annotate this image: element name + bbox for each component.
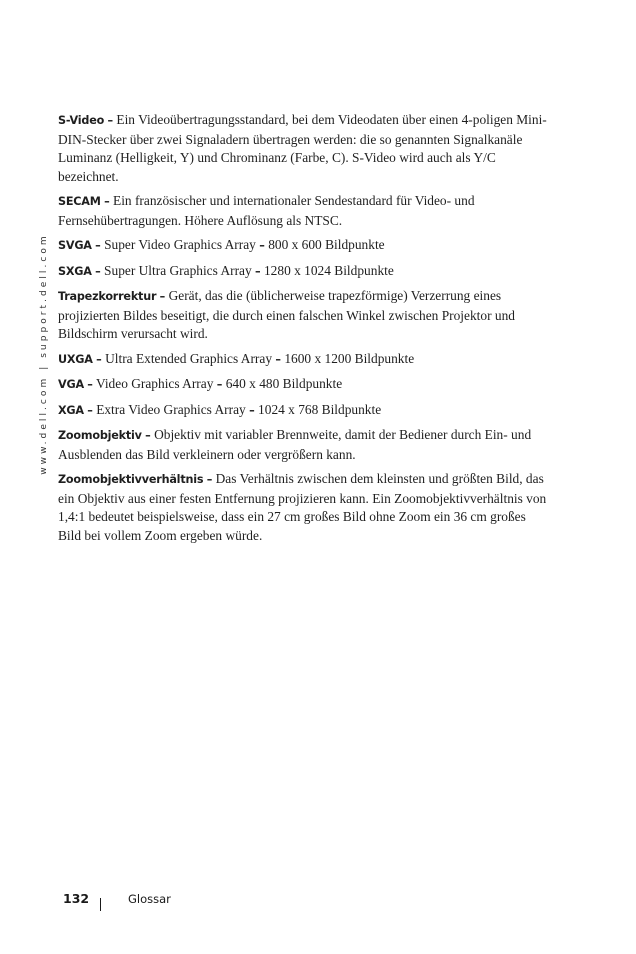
side-url-text: www.dell.com | support.dell.com [39,233,49,475]
glossary-definition: Super Video Graphics Array [104,237,256,252]
glossary-entry [58,111,550,186]
glossary-term: VGA [58,378,84,391]
term-separator: – [95,239,101,252]
term-separator: – [87,403,93,417]
glossary-definition: Video Graphics Array [95,376,214,391]
page-number: 132 [63,891,90,906]
glossary-definition: Ultra Extended Graphics Array [105,350,273,366]
glossary-entry [58,262,550,282]
glossary-term: SECAM [58,195,101,208]
glossary-entry [58,401,550,421]
term-separator: – [159,290,166,303]
glossary-definition: Extra Video Graphics Array [96,401,246,417]
glossary-entry [58,375,550,395]
footer-section-title: Glossar [128,892,171,906]
term-separator: – [216,378,223,391]
term-separator: – [107,114,114,127]
glossary-term: S-Video [58,114,105,127]
term-separator: – [275,352,281,366]
glossary-definition: Ein französischer und internationaler Sendestandard für Video- und Fernsehübertragungen. Höhere Auflösung als NTSC. [58,193,475,228]
glossary-term: Trapezkorrektur [58,290,157,303]
glossary-entry [58,192,550,230]
term-separator: – [96,352,102,366]
resolution-value: 1024 x 768 Bildpunkte [258,401,382,417]
term-separator: – [145,429,151,442]
term-separator: – [87,378,93,391]
glossary-definition: Super Ultra Graphics Array [104,262,252,278]
glossary-entry [58,287,550,344]
resolution-value: 640 x 480 Bildpunkte [225,376,343,391]
resolution-value: 1280 x 1024 Bildpunkte [263,262,394,278]
resolution-value: 800 x 600 Bildpunkte [268,237,385,252]
glossary-term: UXGA [58,352,93,366]
glossary-entry [58,426,550,464]
glossary-definition: Objektiv mit variabler Brennweite, damit der Bediener durch Ein- und Ausblenden das Bild verkleinern oder vergrößern kann. [58,427,532,462]
term-separator: – [259,239,265,252]
glossary-term: Zoomobjektiv [58,429,142,442]
footer-divider [100,898,101,911]
glossary-definition: Gerät, das die (üblicherweise trapezförmige) Verzerrung eines projizierten Bildes beseitigt, die durch einen falschen Winkel zwischen Projektor und Bildschirm verursacht wird. [58,288,515,341]
glossary-list [58,111,550,551]
term-separator: – [206,473,213,486]
glossary-definition: Ein Videoübertragungsstandard, bei dem Videodaten über einen 4-poligen Mini-DIN-Stecker über zwei Signaladern übertragen werden: die so genannten Signalkanäle Luminanz (Helligkeit, Y) und Chrominanz (Farbe, C). S-Video wird auch als Y/C bezeichnet. [58,112,547,184]
glossary-definition: Das Verhältnis zwischen dem kleinsten und größten Bild, das ein Objektiv aus einer festen Entfernung projizieren kann. Ein Zoomobjektivverhältnis von 1,4:1 bedeutet beispielsweise, dass ein 27 cm großes Bild ohne Zoom ein 36 cm großes Bild bei vollem Zoom ergeben würde. [58,471,547,543]
term-separator: – [255,264,261,278]
glossary-term: SXGA [58,264,92,278]
glossary-entry [58,470,550,545]
term-separator: – [95,264,101,278]
term-separator: – [104,195,110,208]
resolution-value: 1600 x 1200 Bildpunkte [284,350,415,366]
glossary-term: SVGA [58,239,92,252]
glossary-term: Zoomobjektivverhältnis [58,473,204,486]
term-separator: – [249,403,255,417]
glossary-entry [58,236,550,256]
glossary-term: XGA [58,403,84,417]
glossary-entry [58,350,550,370]
